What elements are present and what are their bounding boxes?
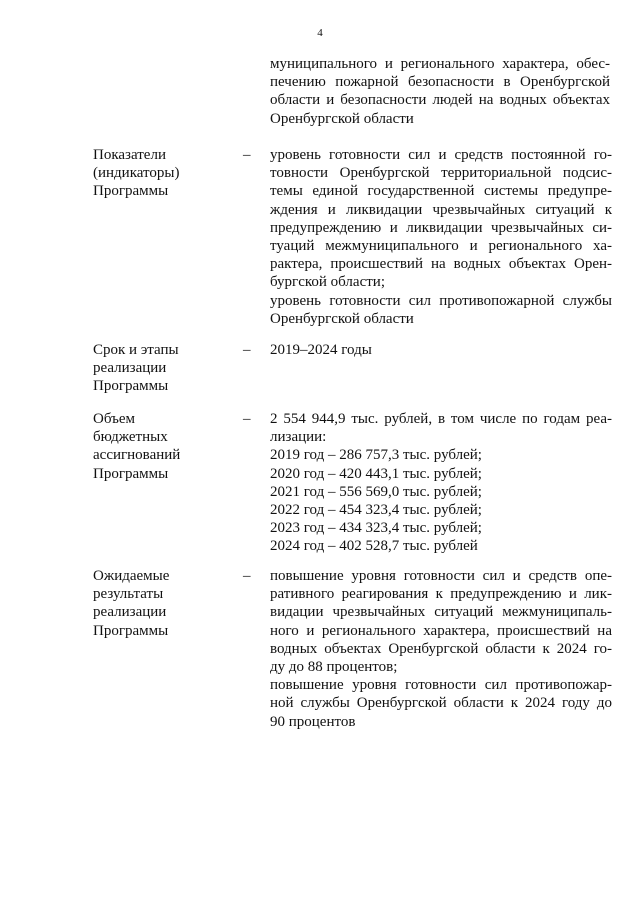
text-line: 2 554 944,9 тыс. рублей, в том числе по годам реа- xyxy=(270,411,612,427)
text-line: 2023 год – 434 323,4 тыс. рублей; xyxy=(270,520,482,537)
text-line: 2019–2024 годы xyxy=(270,342,372,358)
row-label xyxy=(93,410,223,483)
label-line: (индикаторы) xyxy=(93,165,180,182)
page-number: 4 xyxy=(317,27,323,39)
label-line: Программы xyxy=(93,465,169,482)
label-line: Программы xyxy=(93,378,169,395)
text-line: туаций межмуниципального и регионального ха- xyxy=(270,238,612,255)
intro-paragraph xyxy=(270,55,610,128)
text-line: товности Оренбургской территориальной подсис- xyxy=(270,165,612,182)
text-line: видации чрезвычайных ситуаций межмуниципаль- xyxy=(270,604,612,621)
text-line: 2021 год – 556 569,0 тыс. рублей; xyxy=(270,483,482,500)
row-dash: – xyxy=(243,147,251,163)
label-line: бюджетных xyxy=(93,429,168,446)
text-line: ду до 88 процентов; xyxy=(270,659,398,676)
text-line: ного и регионального характера, происшествий на xyxy=(270,622,612,639)
label-line: Ожидаемые xyxy=(93,568,170,584)
label-line: Программы xyxy=(93,183,169,200)
text-line: бургской области; xyxy=(270,274,385,291)
label-line: реализации xyxy=(93,360,167,377)
text-line: ждения и ликвидации чрезвычайных ситуаций к xyxy=(270,201,612,218)
label-line: Срок и этапы xyxy=(93,342,179,358)
row-value xyxy=(270,567,612,731)
text-line: Оренбургской области xyxy=(270,310,414,327)
text-line: 2024 год – 402 528,7 тыс. рублей xyxy=(270,538,478,555)
text-line: области и безопасности людей на водных объектах xyxy=(270,92,610,109)
text-line: 2019 год – 286 757,3 тыс. рублей; xyxy=(270,447,482,464)
text-line: 90 процентов xyxy=(270,713,356,730)
text-line: предупреждению и ликвидации чрезвычайных си- xyxy=(270,219,612,236)
text-line: водных объектах Оренбургской области к 2024 го- xyxy=(270,640,612,657)
label-line: Показатели xyxy=(93,147,166,163)
text-line: повышение уровня готовности сил и средств опе- xyxy=(270,568,612,584)
text-line: 2022 год – 454 323,4 тыс. рублей; xyxy=(270,502,482,519)
text-line: печению пожарной безопасности в Оренбургской xyxy=(270,74,610,91)
text-line: Оренбургской области xyxy=(270,110,414,127)
text-line: темы единой государственной системы предупре- xyxy=(270,183,612,200)
text-line: уровень готовности сил и средств постоянной го- xyxy=(270,147,612,163)
label-line: результаты xyxy=(93,586,164,603)
row-value xyxy=(270,146,612,328)
row-label xyxy=(93,567,223,640)
label-line: ассигнований xyxy=(93,447,181,464)
row-value xyxy=(270,341,612,359)
row-label xyxy=(93,146,223,201)
row-value xyxy=(270,410,612,556)
text-line: повышение уровня готовности сил противопожар- xyxy=(270,677,612,694)
text-line: рактера, происшествий на водных объектах Орен- xyxy=(270,256,612,273)
label-line: Программы xyxy=(93,622,169,639)
text-line: уровень готовности сил противопожарной службы xyxy=(270,292,612,309)
row-dash: – xyxy=(243,411,251,427)
text-line: лизации: xyxy=(270,429,327,446)
row-dash: – xyxy=(243,342,251,358)
label-line: Объем xyxy=(93,411,135,427)
row-label xyxy=(93,341,223,396)
text-line: ной службы Оренбургской области к 2024 году до xyxy=(270,695,612,712)
text-line: муниципального и регионального характера, обес- xyxy=(270,56,610,72)
label-line: реализации xyxy=(93,604,167,621)
row-dash: – xyxy=(243,568,251,584)
text-line: ративного реагирования к предупреждению и лик- xyxy=(270,586,612,603)
text-line: 2020 год – 420 443,1 тыс. рублей; xyxy=(270,465,482,482)
